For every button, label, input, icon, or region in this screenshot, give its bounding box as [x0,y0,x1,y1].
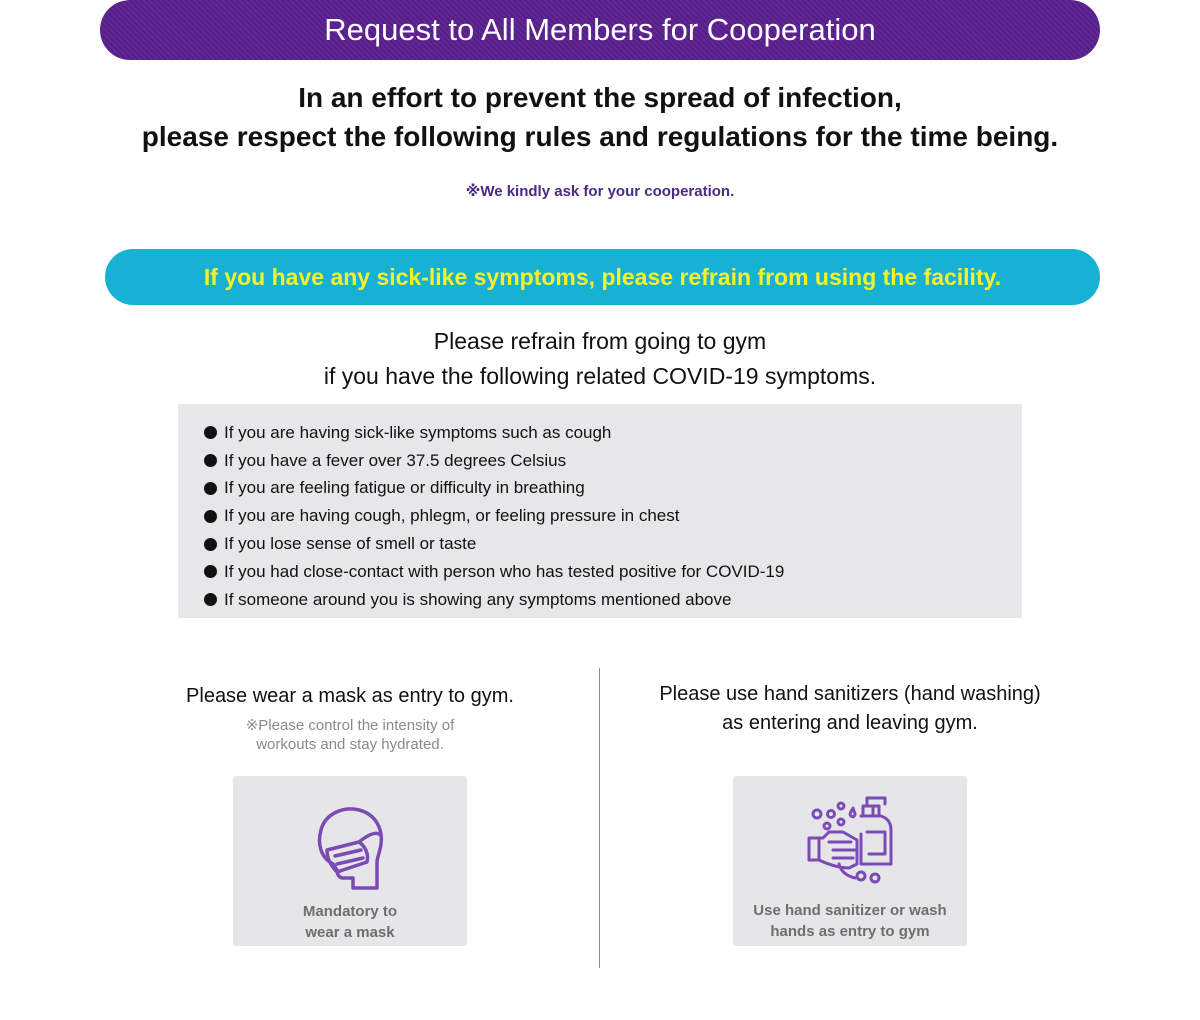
refrain-line-1: Please refrain from going to gym [433,328,767,354]
mask-card-caption-line-2: wear a mask [305,924,395,941]
mask-note-line-1: ※Please control the intensity of [245,717,455,734]
list-item [204,530,1022,558]
sanitizer-card-caption-line-2: hands as entry to gym [770,923,930,940]
symptom-text: If you are having cough, phlegm, or feeling pressure in chest [224,506,680,526]
cooperation-note: ※We kindly ask for your cooperation. [465,183,735,200]
sanitizer-card [733,776,967,946]
face-mask-icon [313,804,389,894]
bullet-icon [204,426,217,439]
list-item [204,558,1022,586]
list-item [204,502,1022,530]
symptom-text: If someone around you is showing any symptoms mentioned above [224,589,732,609]
sanitizer-title-line-2: as entering and leaving gym. [722,712,978,734]
bullet-icon [204,565,217,578]
symptom-text: If you lose sense of smell or taste [224,534,477,554]
sanitizer-section [600,680,1100,738]
intro-line-1: In an effort to prevent the spread of infection, [298,82,902,113]
bullet-icon [204,538,217,551]
sick-symptoms-banner [105,249,1100,305]
mask-note [100,716,600,754]
hand-sanitizer-icon [805,794,897,888]
sanitizer-title [600,680,1100,738]
list-item [204,447,1022,475]
symptom-list [178,404,1022,618]
mask-note-line-2: workouts and stay hydrated. [256,736,444,753]
sanitizer-card-caption [733,900,967,942]
banner-title: Request to All Members for Cooperation [324,12,876,47]
symptom-text: If you are feeling fatigue or difficulty in breathing [224,478,585,498]
intro-text [0,78,1200,156]
refrain-heading [0,324,1200,394]
bullet-icon [204,593,217,606]
mask-card-caption [233,901,467,943]
list-item [204,586,1022,614]
refrain-line-2: if you have the following related COVID-19 symptoms. [323,363,877,389]
list-item [204,475,1022,503]
cooperation-banner [100,0,1100,60]
intro-line-2: please respect the following rules and regulations for the time being. [141,121,1059,152]
symptom-text: If you had close-contact with person who has tested positive for COVID-19 [224,561,785,581]
mask-card [233,776,467,946]
sanitizer-title-line-1: Please use hand sanitizers (hand washing) [659,683,1041,705]
bullet-icon [204,482,217,495]
mask-card-caption-line-1: Mandatory to [302,903,398,920]
sanitizer-card-caption-line-1: Use hand sanitizer or wash [753,902,947,919]
sick-symptoms-banner-text: If you have any sick-like symptoms, please refrain from using the facility. [203,263,1002,290]
bullet-icon [204,510,217,523]
mask-section [100,682,600,754]
symptom-text: If you are having sick-like symptoms such as cough [224,422,612,442]
list-item [204,419,1022,447]
symptom-text: If you have a fever over 37.5 degrees Celsius [224,450,567,470]
bullet-icon [204,454,217,467]
mask-title: Please wear a mask as entry to gym. [186,685,514,707]
